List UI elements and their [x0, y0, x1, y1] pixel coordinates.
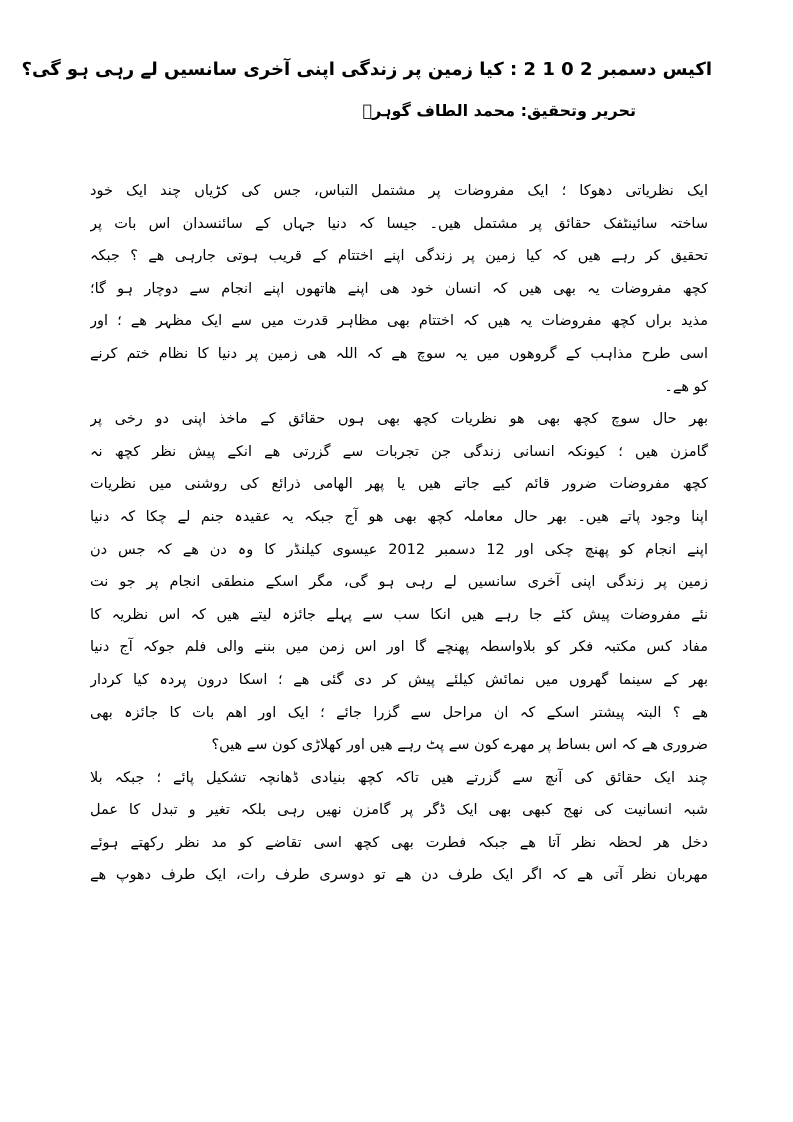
text-line: نئے مفروضات پیش کئے جا رہے ھیں انکا سب سے پہلے جائزہ لیتے ھیں کہ اس نظریہ کا — [90, 606, 708, 623]
text-line: کچھ مفروضات یہ بھی ھیں کہ انسان خود ھی اپنے ھاتھوں اپنے انجام سے دوچار ہو گا؛ — [90, 280, 708, 297]
text-line: چند ایک حقائق کی آنچ سے گزرتے ھیں تاکہ کچھ بنیادی ڈھانچہ تشکیل پائے ؛ جبکہ بلا — [90, 769, 708, 786]
text-line: ساختہ سائینٹفک حقائق پر مشتمل ھیں۔ جیسا کہ دنیا جہاں کے سائنسدان اس بات پر — [90, 215, 708, 232]
text-line: گامزن ھیں ؛ کیونکہ انسانی زندگی جن تجربات سے گزرتی ھے انکے پیش نظر کچھ نہ — [90, 443, 708, 460]
text-line: مھربان نظر آتی ھے کہ اگر ایک طرف دن ھے تو دوسری طرف رات، ایک طرف دھوپ ھے — [90, 867, 708, 884]
text-line: ایک نظریاتی دھوکا ؛ ایک مفروضات پر مشتمل التباس، جس کی کڑیاں چند ایک خود — [90, 183, 708, 199]
text-line: بھر حال سوچ کچھ بھی ھو نظریات کچھ بھی ہوں حقائق کے ماخذ اپنی دو رخی پر — [90, 411, 708, 428]
author-byline: تحریر وتحقیق: محمد الطاف گوہرؔ — [362, 101, 636, 120]
text-line: دخل ھر لحظہ نظر آتا ھے جبکہ فطرت بھی کچھ اسی تقاضے کو مد نظر رکھتے ہوئے — [90, 834, 708, 851]
text-line: مفاد کس مکتبہ فکر کو بلاواسطہ پھنچے گا اور اس زمن میں بننے والی فلم جوکہ آج دنیا — [90, 639, 708, 656]
text-line: ھے ؟ البتہ پیشتر اسکے کہ ان مراحل سے گزرا جائے ؛ ایک اور اھم بات کا جائزہ بھی — [90, 704, 708, 721]
article-body — [90, 175, 708, 892]
text-line: کچھ مفروضات ضرور قائم کیے جاتے ھیں یا پھر الھامی ذرائع کی روشنی میں نظریات — [90, 476, 708, 493]
text-line: کو ھے۔ — [664, 378, 708, 395]
text-line: اپنا وجود پاتے ھیں۔ بھر حال معاملہ کچھ بھی ھو آج جبکہ یہ عقیدہ جنم لے چکا کہ دنیا — [90, 508, 708, 525]
text-line: اسی طرح مذاہب کے گروھوں میں یہ سوچ ھے کہ اللہ ھی زمین پر دنیا کا نظام ختم کرنے — [90, 345, 708, 362]
text-line: مذید براں کچھ مفروضات یہ ھیں کہ اختتام بھی مظاہر قدرت میں سے ایک مظہر ھے ؛ اور — [90, 313, 708, 330]
text-line: بھر کے سینما گھروں میں نمائش کیلئے پیش کر دی گئی ھے ؛ اسکا درون پردہ کیا کردار — [90, 671, 708, 688]
text-line: اپنے انجام کو پھنچ چکی اور 12 دسمبر 2012 عیسوی کیلنڈر کا وہ دن ھے کہ جس دن — [90, 541, 708, 558]
text-line: شبہ انسانیت کی نھج کبھی بھی ایک ڈگر پر گامزن نھیں رہی بلکہ تغیر و تبدل کا عمل — [90, 802, 708, 819]
text-line: زمین پر زندگی اپنی آخری سانسیں لے رہی ہو گی، مگر اسکے منطقی انجام پر جو نت — [90, 574, 708, 591]
document-title: اکیس دسمبر 2 0 1 2 : کیا زمین پر زندگی اپنی آخری سانسیں لے رہی ہو گی؟ — [21, 59, 712, 80]
text-line: تحقیق کر رہے ھیں کہ کیا زمین پر زندگی اپنے اختتام کے قریب ہوتی جارہی ھے ؟ جبکہ — [90, 248, 708, 265]
text-line: ضروری ھے کہ اس بساط پر مھرے کون سے پٹ رہے ھیں اور کھلاڑی کون سے ھیں؟ — [211, 737, 708, 754]
